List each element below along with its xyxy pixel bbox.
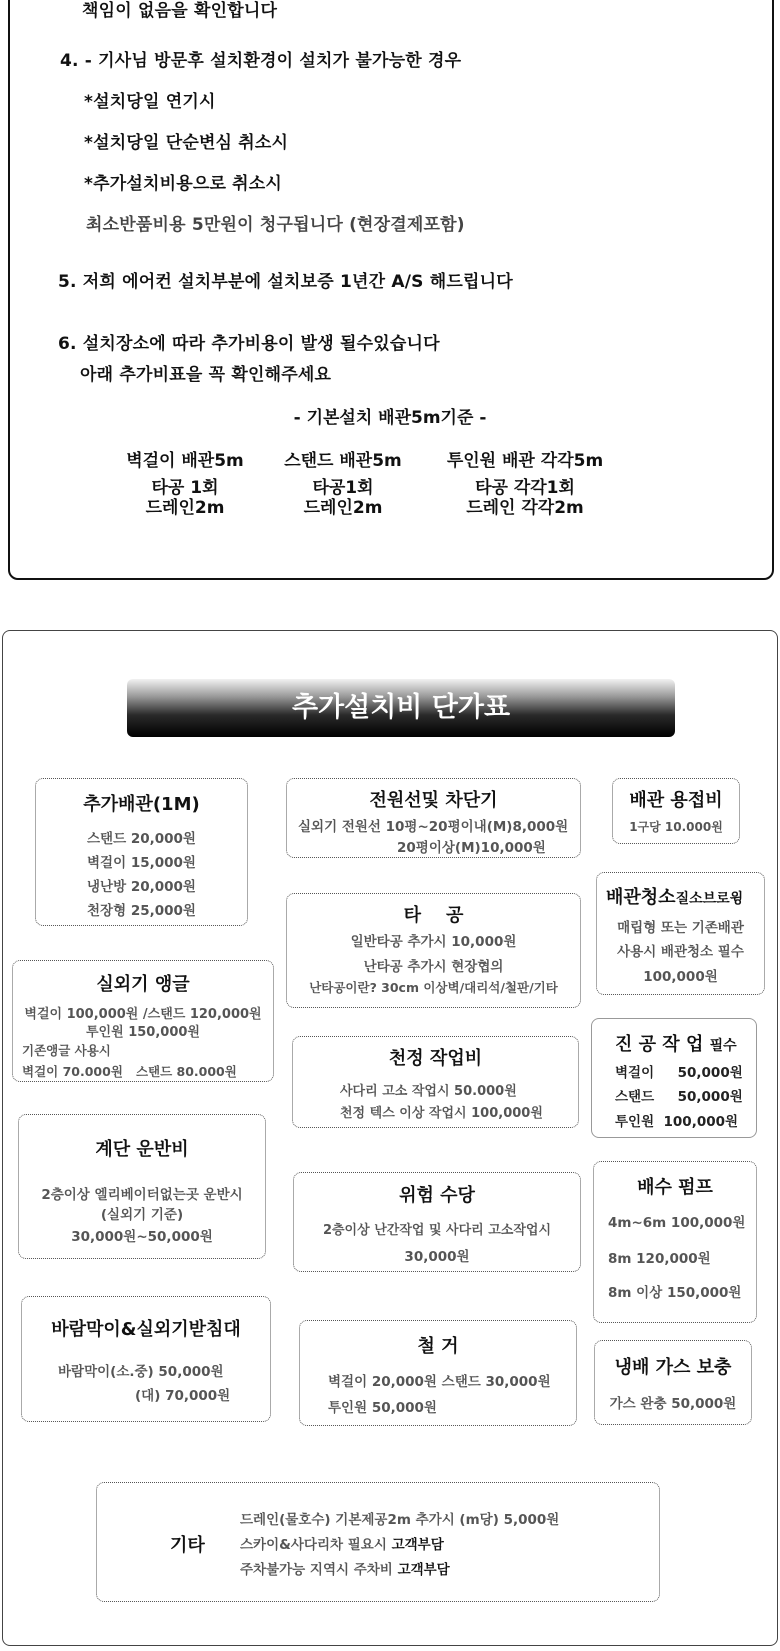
card-item (240, 1533, 444, 1553)
card-item: 스탠드 20,000원 (87, 831, 196, 847)
basic-column-line: 드레인 각각2m (466, 498, 584, 518)
card-title: 기타 (170, 1535, 205, 1556)
notice-line-top: 책임이 없음을 확인합니다 (82, 1, 278, 21)
card-title: 배관 용접비 (629, 790, 723, 811)
card-item: 천정 텍스 이상 작업시 100,000원 (340, 1106, 543, 1121)
card-item: (대) 70,000원 (135, 1388, 231, 1404)
notice-item6-line2: 아래 추가비표을 꼭 확인해주세요 (80, 365, 332, 385)
card-item (240, 1558, 450, 1578)
notice-item4-title: 4. - 기사님 방문후 설치환경이 설치가 불가능한 경우 (60, 51, 462, 71)
card-title: 철 거 (417, 1336, 459, 1357)
card-title: 타 공 (403, 905, 464, 926)
notice-item4-bullet: *설치당일 단순변심 취소시 (84, 133, 289, 153)
notice-item4-bullet: *설치당일 연기시 (84, 92, 216, 112)
card-item: 2층이상 난간작업 및 사다리 고소작업시 (322, 1223, 552, 1238)
basic-column-line: 타공 각각1회 (475, 478, 575, 498)
card-item: 가스 완충 50,000원 (609, 1396, 737, 1412)
notice-item4-note: 최소반품비용 5만원이 청구됩니다 (현장결제포함) (86, 215, 465, 235)
card-title-main: 배관청소 (606, 887, 676, 908)
card-title: 천정 작업비 (388, 1048, 483, 1069)
card-item: 벽걸이 100,000원 /스탠드 120,000원 (24, 1007, 262, 1022)
card-item: 난타공이란? 30cm 이상벽/대리석/철판/기타 (309, 980, 558, 995)
card-item: 사다리 고소 작업시 50.000원 (340, 1084, 517, 1099)
notice-item6-line1: 6. 설치장소에 따라 추가비용이 발생 될수있습니다 (58, 334, 440, 354)
notice-item4-bullet: *추가설치비용으로 취소시 (84, 174, 283, 194)
card-item: 실외기 전원선 10평~20평이내(M)8,000원 (298, 819, 569, 835)
card-item: 난타공 추가시 현장협의 (363, 959, 504, 975)
card-item: 100,000원 (643, 969, 718, 985)
card-item: 8m 120,000원 (608, 1251, 711, 1267)
basic-column-line: 타공1회 (312, 478, 374, 498)
card-title-suffix: 필수 (709, 1038, 737, 1054)
card-item: 투인원 150,000원 (86, 1025, 200, 1040)
card-title: 냉배 가스 보충 (614, 1357, 732, 1378)
card-item: 20평이상(M)10,000원 (397, 840, 546, 856)
basic-column-line: 드레인2m (145, 498, 225, 518)
card-item: 스탠드 50,000원 (615, 1089, 743, 1105)
etc-text: 스카이&사다리차 필요시 (240, 1537, 392, 1553)
card-item (240, 1508, 559, 1528)
card-item: 2층이상 엘리베이터없는곳 운반시 (41, 1187, 243, 1203)
notice-item5: 5. 저희 에어컨 설치부분에 설치보증 1년간 A/S 해드립니다 (58, 272, 513, 292)
card-item: (실외기 기준) (100, 1207, 184, 1223)
card-item: 벽걸이 50,000원 (615, 1065, 743, 1081)
card-title: 배수 펌프 (637, 1177, 713, 1198)
card-item: 매립형 또는 기존배관 (617, 920, 744, 936)
card-item: 사용시 배관청소 필수 (617, 944, 744, 960)
card-title-suffix: 질소브로윙 (675, 891, 744, 907)
card-title: 전원선및 차단기 (369, 790, 498, 811)
price-table-title: 추가설치비 단가표 (291, 692, 511, 723)
basic-column-head: 투인원 배관 각각5m (446, 451, 604, 471)
etc-emphasis: 고객부담 (391, 1537, 444, 1553)
card-title: 추가배관(1M) (83, 794, 200, 815)
card-item: 4m~6m 100,000원 (608, 1215, 746, 1231)
card-title: 계단 운반비 (95, 1139, 189, 1160)
card-item: 천장형 25,000원 (87, 903, 196, 919)
card-item: 투인원 100,000원 (615, 1114, 739, 1130)
basic-column-line: 타공 1회 (151, 478, 219, 498)
card-item: 바람막이(소.중) 50,000원 (58, 1364, 224, 1380)
card-item: 30,000원~50,000원 (71, 1229, 213, 1245)
card-item: 기존앵글 사용시 (22, 1043, 111, 1058)
card-item: 냉난방 20,000원 (87, 879, 196, 895)
basic-column-line: 드레인2m (303, 498, 383, 518)
card-title-main: 진 공 작 업 (615, 1034, 704, 1055)
card-title: 바람막이&실외기받침대 (51, 1319, 241, 1340)
card-item: 일반타공 추가시 10,000원 (350, 934, 517, 950)
basic-column-head: 벽걸이 배관5m (126, 451, 244, 471)
etc-text: 주차불가능 지역시 주차비 (240, 1562, 398, 1578)
etc-text: 드레인(물호수) 기본제공2m 추가시 (m당) 5,000원 (240, 1512, 560, 1528)
card-item: 벽걸이 20,000원 스탠드 30,000원 (328, 1374, 551, 1390)
card-item: 벽걸이 70.000원 스탠드 80.000원 (22, 1064, 237, 1079)
basic-column-head: 스탠드 배관5m (284, 451, 402, 471)
card-item: 1구당 10.000원 (629, 820, 723, 834)
etc-emphasis: 고객부담 (397, 1562, 450, 1578)
card-title (606, 883, 743, 909)
card-title: 위험 수당 (399, 1185, 475, 1206)
card-title (615, 1030, 737, 1056)
card-item: 30,000원 (404, 1249, 470, 1265)
card-item: 투인원 50,000원 (328, 1400, 437, 1416)
card-item: 8m 이상 150,000원 (608, 1285, 742, 1301)
card-item: 벽걸이 15,000원 (87, 855, 196, 871)
basic-install-heading: - 기본설치 배관5m기준 - (293, 408, 487, 428)
card-title: 실외기 앵글 (96, 974, 190, 995)
